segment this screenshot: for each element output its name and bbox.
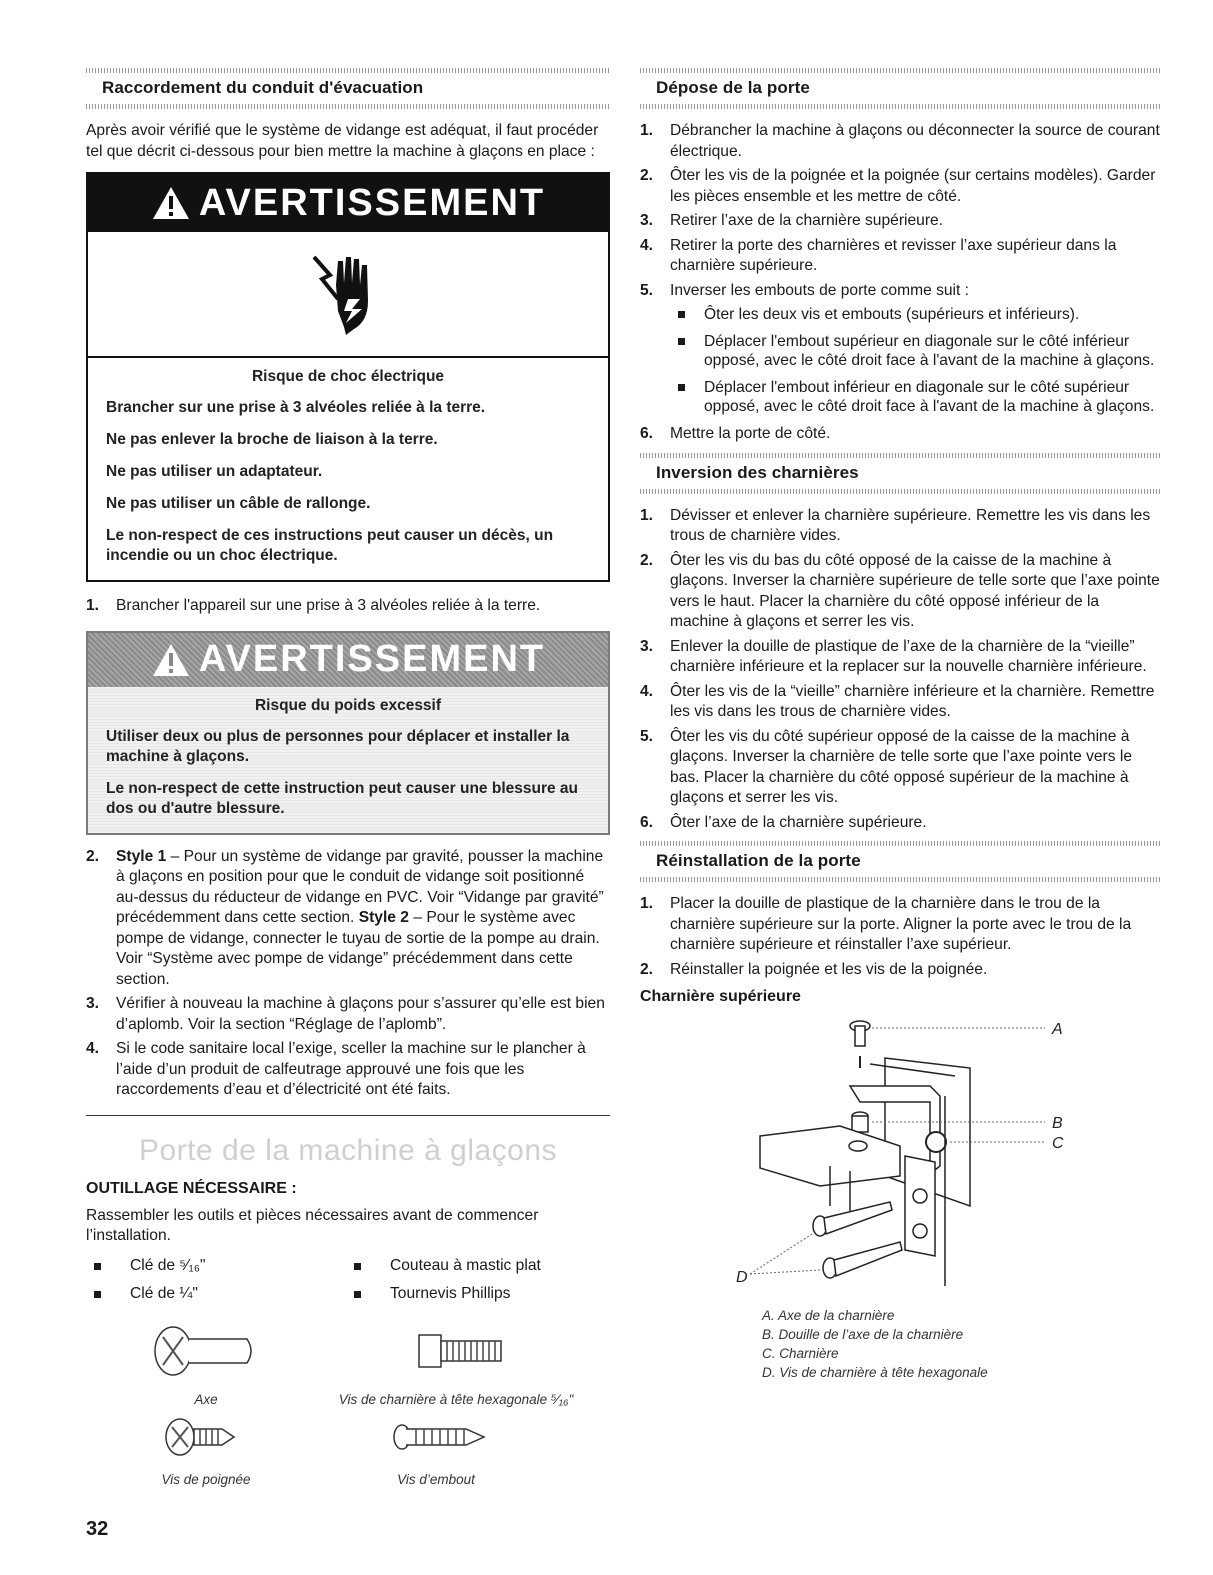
tools-intro: Rassembler les outils et pièces nécessaires avant de commencer l’installation. [86, 1206, 539, 1244]
tool-item: Couteau à mastic plat [346, 1257, 606, 1275]
label-c: C [1052, 1135, 1064, 1152]
steps-list [86, 596, 610, 617]
part-caption: Vis d’embout [397, 1471, 475, 1487]
figure-title: Charnière supérieure [640, 988, 801, 1005]
step-text: Dévisser et enlever la charnière supérieure. Remettre les vis dans les trous de charnière vides. [670, 506, 1151, 544]
step-text: – Pour le système avec pompe de vidange, connecter le tuyau de sortie de la pompe au drain. Voir “Système avec pompe de vidange” précédemment dans cette section. [116, 909, 600, 988]
figure-caption: D. Vis de charnière à tête hexagonale [762, 1365, 988, 1380]
warning-body [88, 687, 608, 833]
section-title: Raccordement du conduit d'évacuation [102, 78, 424, 97]
step-item [640, 281, 1160, 417]
warning-box-electric [86, 172, 610, 582]
section-header-inversion [640, 453, 1160, 494]
warning-line: Utiliser deux ou plus de personnes pour déplacer et installer la machine à glaçons. [106, 727, 570, 765]
tools-heading: OUTILLAGE NÉCESSAIRE : [86, 1179, 297, 1197]
step-number: 4. [640, 682, 654, 700]
hinge-figure [640, 1006, 1160, 1306]
door-section-title: Porte de la machine à glaçons [138, 1133, 558, 1167]
section-rule [86, 1115, 610, 1116]
step-text: Réinstaller la poignée et les vis de la poignée. [670, 960, 988, 978]
sub-item: Déplacer l'embout inférieur en diagonale sur le côté supérieur opposé, avec le côté droit face à l'avant de la machine à glaçons. [670, 378, 1160, 416]
step-text: Ôter les vis de la poignée et la poignée (sur certains modèles). Garder les pièces ensemble et les mettre de côté. [670, 167, 1156, 205]
hatch-divider [640, 841, 1160, 846]
part-axe [126, 1323, 286, 1407]
part-caption: Vis de charnière à tête hexagonale ⁵⁄₁₆" [338, 1391, 574, 1407]
step-number: 1. [640, 895, 654, 912]
step-item [640, 166, 1160, 207]
section-title: Réinstallation de la porte [656, 851, 861, 870]
part-vis-poignee [126, 1415, 286, 1487]
hatch-divider [640, 104, 1160, 109]
step-number: 3. [640, 637, 654, 655]
step-item [640, 424, 1160, 445]
step-text: Ôter les vis du bas du côté opposé de la caisse de la machine à glaçons. Inverser la charnière supérieure de telle sorte que l’axe pointe vers le haut. Placer la charnière du côté opposé inférieur de la machine à glaçons et serrer les vis. [670, 551, 1160, 630]
step-text: Enlever la douille de plastique de l’axe de la charnière de la “vieille” charnière inférieure et la replacer sur la nouvelle charnière inférieure. [670, 637, 1147, 675]
step-text: Brancher l'appareil sur une prise à 3 alvéoles reliée à la terre. [116, 597, 541, 614]
right-column [640, 68, 1160, 1382]
step-number: 5. [640, 281, 654, 299]
tools-list [86, 1257, 610, 1303]
warning-banner-text: AVERTISSEMENT [198, 638, 546, 680]
hex-hinge-screw-icon [401, 1323, 511, 1379]
hatch-divider [640, 489, 1160, 494]
step-text: Retirer l’axe de la charnière supérieure. [670, 212, 944, 229]
electric-shock-hand-icon [308, 249, 388, 339]
step-text: Vérifier à nouveau la machine à glaçons pour s’assurer qu’elle est bien d’aplomb. Voir la section “Réglage de l’aplomb”. [116, 995, 605, 1033]
step-number: 1. [640, 122, 654, 139]
warning-triangle-icon [151, 642, 191, 678]
warning-line: Brancher sur une prise à 3 alvéoles reliée à la terre. [106, 399, 486, 416]
warning-triangle-icon [151, 185, 191, 221]
tool-item: Clé de ⁵⁄₁₆" [86, 1257, 346, 1275]
step-text: Retirer la porte des charnières et revisser l’axe supérieur dans la charnière supérieure. [670, 236, 1117, 274]
hatch-divider [640, 453, 1160, 458]
warning-line: Ne pas utiliser un câble de rallonge. [106, 495, 371, 512]
label-b: B [1052, 1115, 1063, 1132]
part-caption: Vis de poignée [161, 1471, 251, 1487]
step-item [640, 551, 1160, 633]
step-text: Mettre la porte de côté. [670, 425, 831, 442]
label-a: A [1052, 1021, 1063, 1038]
hatch-divider [640, 877, 1160, 882]
style2-label: Style 2 [358, 909, 409, 926]
step-text: Ôter les vis de la “vieille” charnière inférieure et la charnière. Remettre les vis dans les trous de charnière vides. [670, 682, 1155, 720]
step-number: 5. [640, 727, 654, 745]
warning-line: Ne pas enlever la broche de liaison à la terre. [106, 431, 438, 448]
steps-list [640, 894, 1160, 980]
step-text: Débrancher la machine à glaçons ou déconnecter la source de courant électrique. [670, 122, 1160, 160]
warning-banner [88, 633, 608, 687]
handle-screw-icon [156, 1415, 256, 1459]
hatch-divider [86, 104, 610, 109]
hatch-divider [640, 68, 1160, 73]
step-item [86, 596, 610, 617]
step-item [640, 637, 1160, 678]
section-header-depose [640, 68, 1160, 109]
steps-list [640, 506, 1160, 834]
part-vis-embout [326, 1415, 546, 1487]
step-number: 3. [640, 212, 654, 229]
hatch-divider [86, 68, 610, 73]
figure-caption: B. Douille de l’axe de la charnière [762, 1327, 964, 1342]
warning-heading: Risque du poids excessif [254, 696, 442, 714]
step-text: Inverser les embouts de porte comme suit : [670, 281, 970, 299]
warning-heading: Risque de choc électrique [251, 368, 445, 385]
step-item [640, 236, 1160, 277]
step-number: 2. [640, 960, 654, 978]
warning-banner-text: AVERTISSEMENT [198, 181, 546, 224]
step-item [640, 682, 1160, 723]
step-text: Ôter les vis du côté supérieur opposé de la caisse de la machine à glaçons. Inverser la charnière de telle sorte que l’axe pointe vers le bas. Placer la charnière du côté opposé supérieur de la machine à glaçons et serrer les vis. [670, 727, 1133, 806]
step-item [86, 1039, 610, 1101]
top-hinge-diagram [700, 1006, 1160, 1306]
step-item [640, 211, 1160, 232]
shock-icon-area [88, 232, 608, 358]
step-item [640, 960, 1160, 981]
step-text: – Pour un système de vidange par gravité, pousser la machine à glaçons en position pour que le conduit de vidange soit positionné au-dessus du réducteur de vidange en PVC. Voir “Vidange par gravité” précédemment dans cette section. [116, 847, 604, 926]
step-item [640, 894, 1160, 956]
steps-list [86, 847, 610, 1101]
step-item [640, 506, 1160, 547]
intro-paragraph: Après avoir vérifié que le système de vidange est adéquat, il faut procéder tel que décrit ci-dessous pour bien mettre la machine à glaçons en place : [86, 122, 599, 160]
left-column [86, 68, 610, 1493]
step-number: 2. [86, 847, 100, 865]
step-item [640, 727, 1160, 809]
step-number: 4. [86, 1040, 100, 1057]
step-number: 3. [86, 995, 100, 1012]
step-number: 1. [640, 506, 654, 524]
warning-line: Ne pas utiliser un adaptateur. [106, 463, 323, 480]
tool-item: Tournevis Phillips [346, 1285, 606, 1303]
step-text: Ôter l’axe de la charnière supérieure. [670, 813, 927, 831]
step-number: 2. [640, 551, 654, 569]
sub-item: Déplacer l'embout supérieur en diagonale sur le côté inférieur opposé, avec le côté droit face à l'avant de la machine à glaçons. [670, 332, 1160, 370]
figure-caption: A. Axe de la charnière [762, 1308, 895, 1323]
step-item [86, 994, 610, 1035]
section-title: Dépose de la porte [656, 78, 810, 97]
sub-list [670, 305, 1160, 416]
hinge-pin-icon [151, 1323, 261, 1379]
style1-label: Style 1 [116, 847, 167, 865]
warning-banner [88, 174, 608, 232]
label-d: D [736, 1269, 748, 1286]
warning-box-weight [86, 631, 610, 835]
step-number: 2. [640, 167, 654, 184]
step-item [86, 847, 610, 991]
figure-caption: C. Charnière [762, 1346, 839, 1361]
steps-list [640, 121, 1160, 445]
step-number: 6. [640, 813, 654, 831]
section-header-raccordement [86, 68, 610, 109]
step-item [640, 813, 1160, 834]
step-number: 1. [86, 597, 100, 614]
warning-body [88, 358, 608, 580]
part-caption: Axe [194, 1391, 218, 1407]
step-text: Placer la douille de plastique de la charnière dans le trou de la charnière supérieure sur la porte. Aligner la porte avec le trou de la charnière supérieure et réinstaller l’axe supérieur. [670, 895, 1132, 953]
section-title: Inversion des charnières [656, 462, 859, 482]
step-number: 4. [640, 236, 654, 254]
tool-item: Clé de ¼" [86, 1285, 346, 1303]
warning-consequence: Le non-respect de cette instruction peut causer une blessure au dos ou d'autre blessure. [106, 779, 579, 817]
warning-consequence: Le non-respect de ces instructions peut causer un décès, un incendie ou un choc électrique. [106, 527, 554, 564]
part-vis-charniere [306, 1323, 606, 1407]
figure-captions [762, 1306, 1160, 1382]
step-item [640, 121, 1160, 162]
step-text: Si le code sanitaire local l’exige, sceller la machine sur le plancher à l’aide d’un produit de calfeutrage approuvé une fois que les raccordements d’eau et d’électricité ont été faits. [116, 1040, 586, 1098]
page-number: 32 [86, 1518, 109, 1540]
sub-item: Ôter les deux vis et embouts (supérieurs et inférieurs). [670, 305, 1160, 324]
parts-illustrations [86, 1323, 610, 1493]
section-header-reinstall [640, 841, 1160, 882]
cap-screw-icon [376, 1415, 496, 1459]
step-number: 6. [640, 425, 654, 442]
